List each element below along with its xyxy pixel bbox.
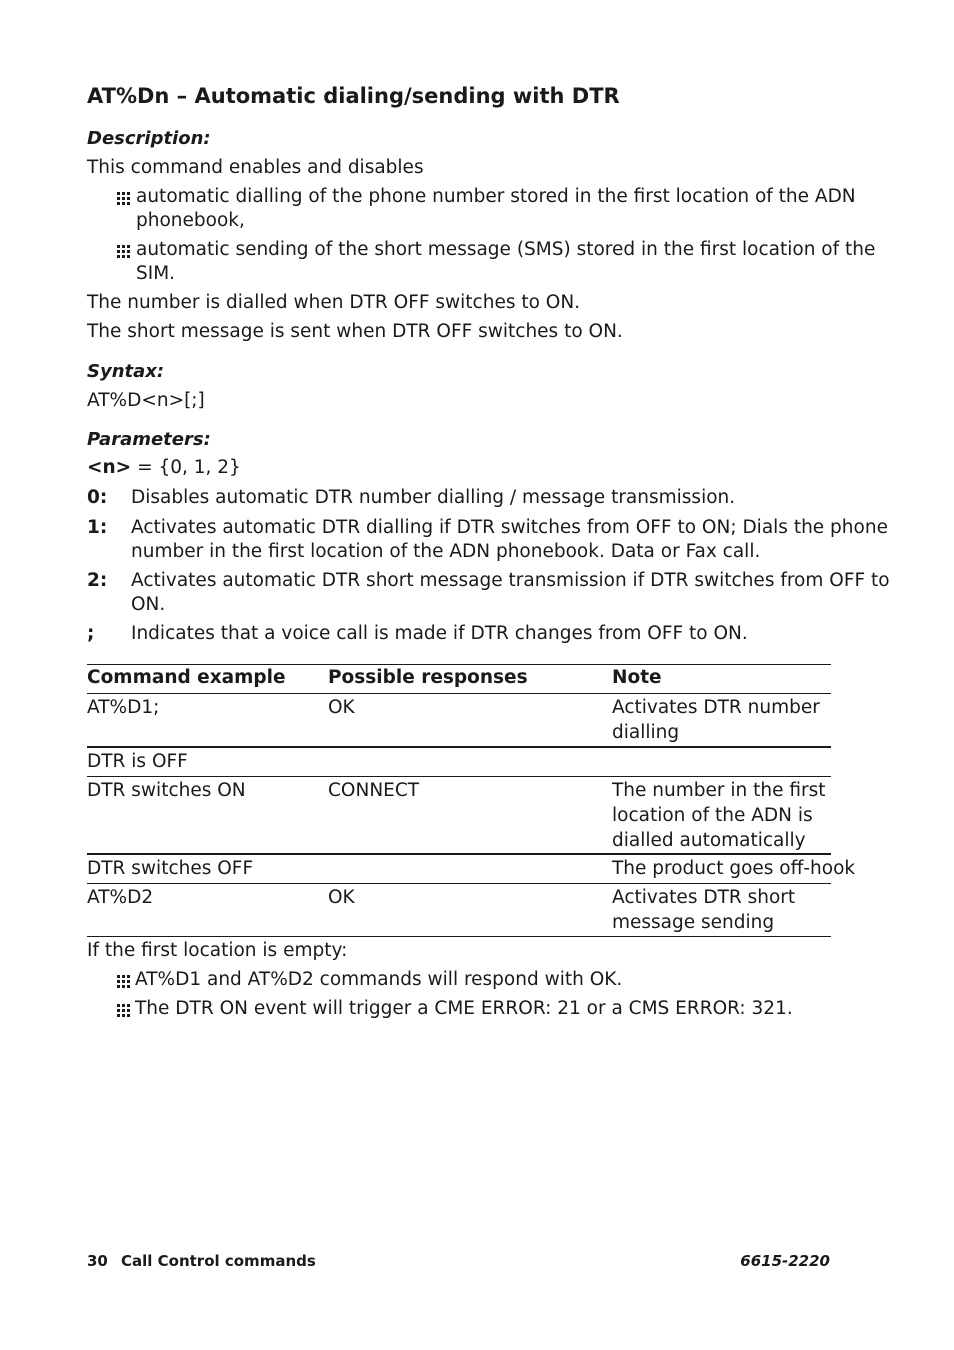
table-cell-command: AT%D2	[87, 887, 154, 908]
table-cell-note: The number in the first	[612, 780, 826, 801]
table-cell-command: DTR switches ON	[87, 780, 246, 801]
table-rule	[87, 776, 831, 777]
empty-location-bullet-2: The DTR ON event will trigger a CME ERROR: 21 or a CMS ERROR: 321.	[135, 998, 793, 1019]
parameter-desc-1-line1: Activates automatic DTR dialling if DTR switches from OFF to ON; Dials the phone	[131, 517, 888, 538]
parameter-desc-0: Disables automatic DTR number dialling / message transmission.	[131, 487, 736, 508]
table-rule	[87, 883, 831, 884]
parameter-n-values: = {0, 1, 2}	[131, 457, 241, 478]
table-cell-note: Activates DTR number	[612, 697, 820, 718]
description-bullet-2-line2: SIM.	[136, 263, 176, 284]
table-cell-note: location of the ADN is	[612, 805, 813, 826]
parameter-key-0: 0:	[87, 487, 108, 508]
syntax-label: Syntax:	[87, 361, 165, 382]
parameter-desc-semicolon: Indicates that a voice call is made if DTR changes from OFF to ON.	[131, 623, 748, 644]
grid-bullet-icon	[117, 192, 130, 205]
table-cell-command: DTR switches OFF	[87, 858, 254, 879]
parameter-n-definition	[87, 457, 241, 478]
page-title: AT%Dn – Automatic dialing/sending with DTR	[87, 84, 620, 108]
parameters-label: Parameters:	[87, 429, 211, 450]
table-cell-note: message sending	[612, 912, 775, 933]
parameter-key-semicolon: ;	[87, 623, 95, 644]
table-rule	[87, 853, 831, 855]
footer-doc-number: 6615-2220	[740, 1252, 830, 1270]
empty-location-bullet-1: AT%D1 and AT%D2 commands will respond with OK.	[135, 969, 623, 990]
table-rule	[87, 746, 831, 748]
table-header-command: Command example	[87, 667, 286, 688]
table-cell-command: DTR is OFF	[87, 751, 188, 772]
description-bullet-2-line1: automatic sending of the short message (SMS) stored in the first location of the	[136, 239, 876, 260]
description-bullet-1-line2: phonebook,	[136, 210, 245, 231]
syntax-value: AT%D<n>[;]	[87, 390, 205, 411]
table-rule	[87, 664, 831, 665]
grid-bullet-icon	[117, 1004, 130, 1017]
table-cell-response: CONNECT	[328, 780, 420, 801]
description-intro: This command enables and disables	[87, 157, 424, 178]
table-cell-response: OK	[328, 697, 355, 718]
table-cell-note: The product goes off-hook	[612, 858, 856, 879]
footer-section: Call Control commands	[121, 1252, 316, 1270]
description-label: Description:	[87, 128, 211, 149]
description-para-1: The number is dialled when DTR OFF switches to ON.	[87, 292, 581, 313]
footer-page-number: 30	[87, 1252, 108, 1270]
table-rule	[87, 693, 831, 694]
table-header-response: Possible responses	[328, 667, 528, 688]
parameter-n-key: <n>	[87, 457, 132, 478]
description-bullet-1-line1: automatic dialling of the phone number stored in the first location of the ADN	[136, 186, 856, 207]
table-cell-note: dialling	[612, 722, 680, 743]
table-header-note: Note	[612, 667, 662, 688]
grid-bullet-icon	[117, 975, 130, 988]
table-cell-note: dialled automatically	[612, 830, 806, 851]
grid-bullet-icon	[117, 245, 130, 258]
parameter-desc-2-line1: Activates automatic DTR short message transmission if DTR switches from OFF to	[131, 570, 890, 591]
table-rule	[87, 936, 831, 937]
parameter-key-1: 1:	[87, 517, 108, 538]
parameter-desc-2-line2: ON.	[131, 594, 166, 615]
table-cell-command: AT%D1;	[87, 697, 160, 718]
table-cell-note: Activates DTR short	[612, 887, 796, 908]
description-para-2: The short message is sent when DTR OFF switches to ON.	[87, 321, 623, 342]
table-cell-response: OK	[328, 887, 355, 908]
parameter-key-2: 2:	[87, 570, 108, 591]
empty-location-intro: If the first location is empty:	[87, 940, 348, 961]
parameter-desc-1-line2: number in the first location of the ADN phonebook. Data or Fax call.	[131, 541, 761, 562]
